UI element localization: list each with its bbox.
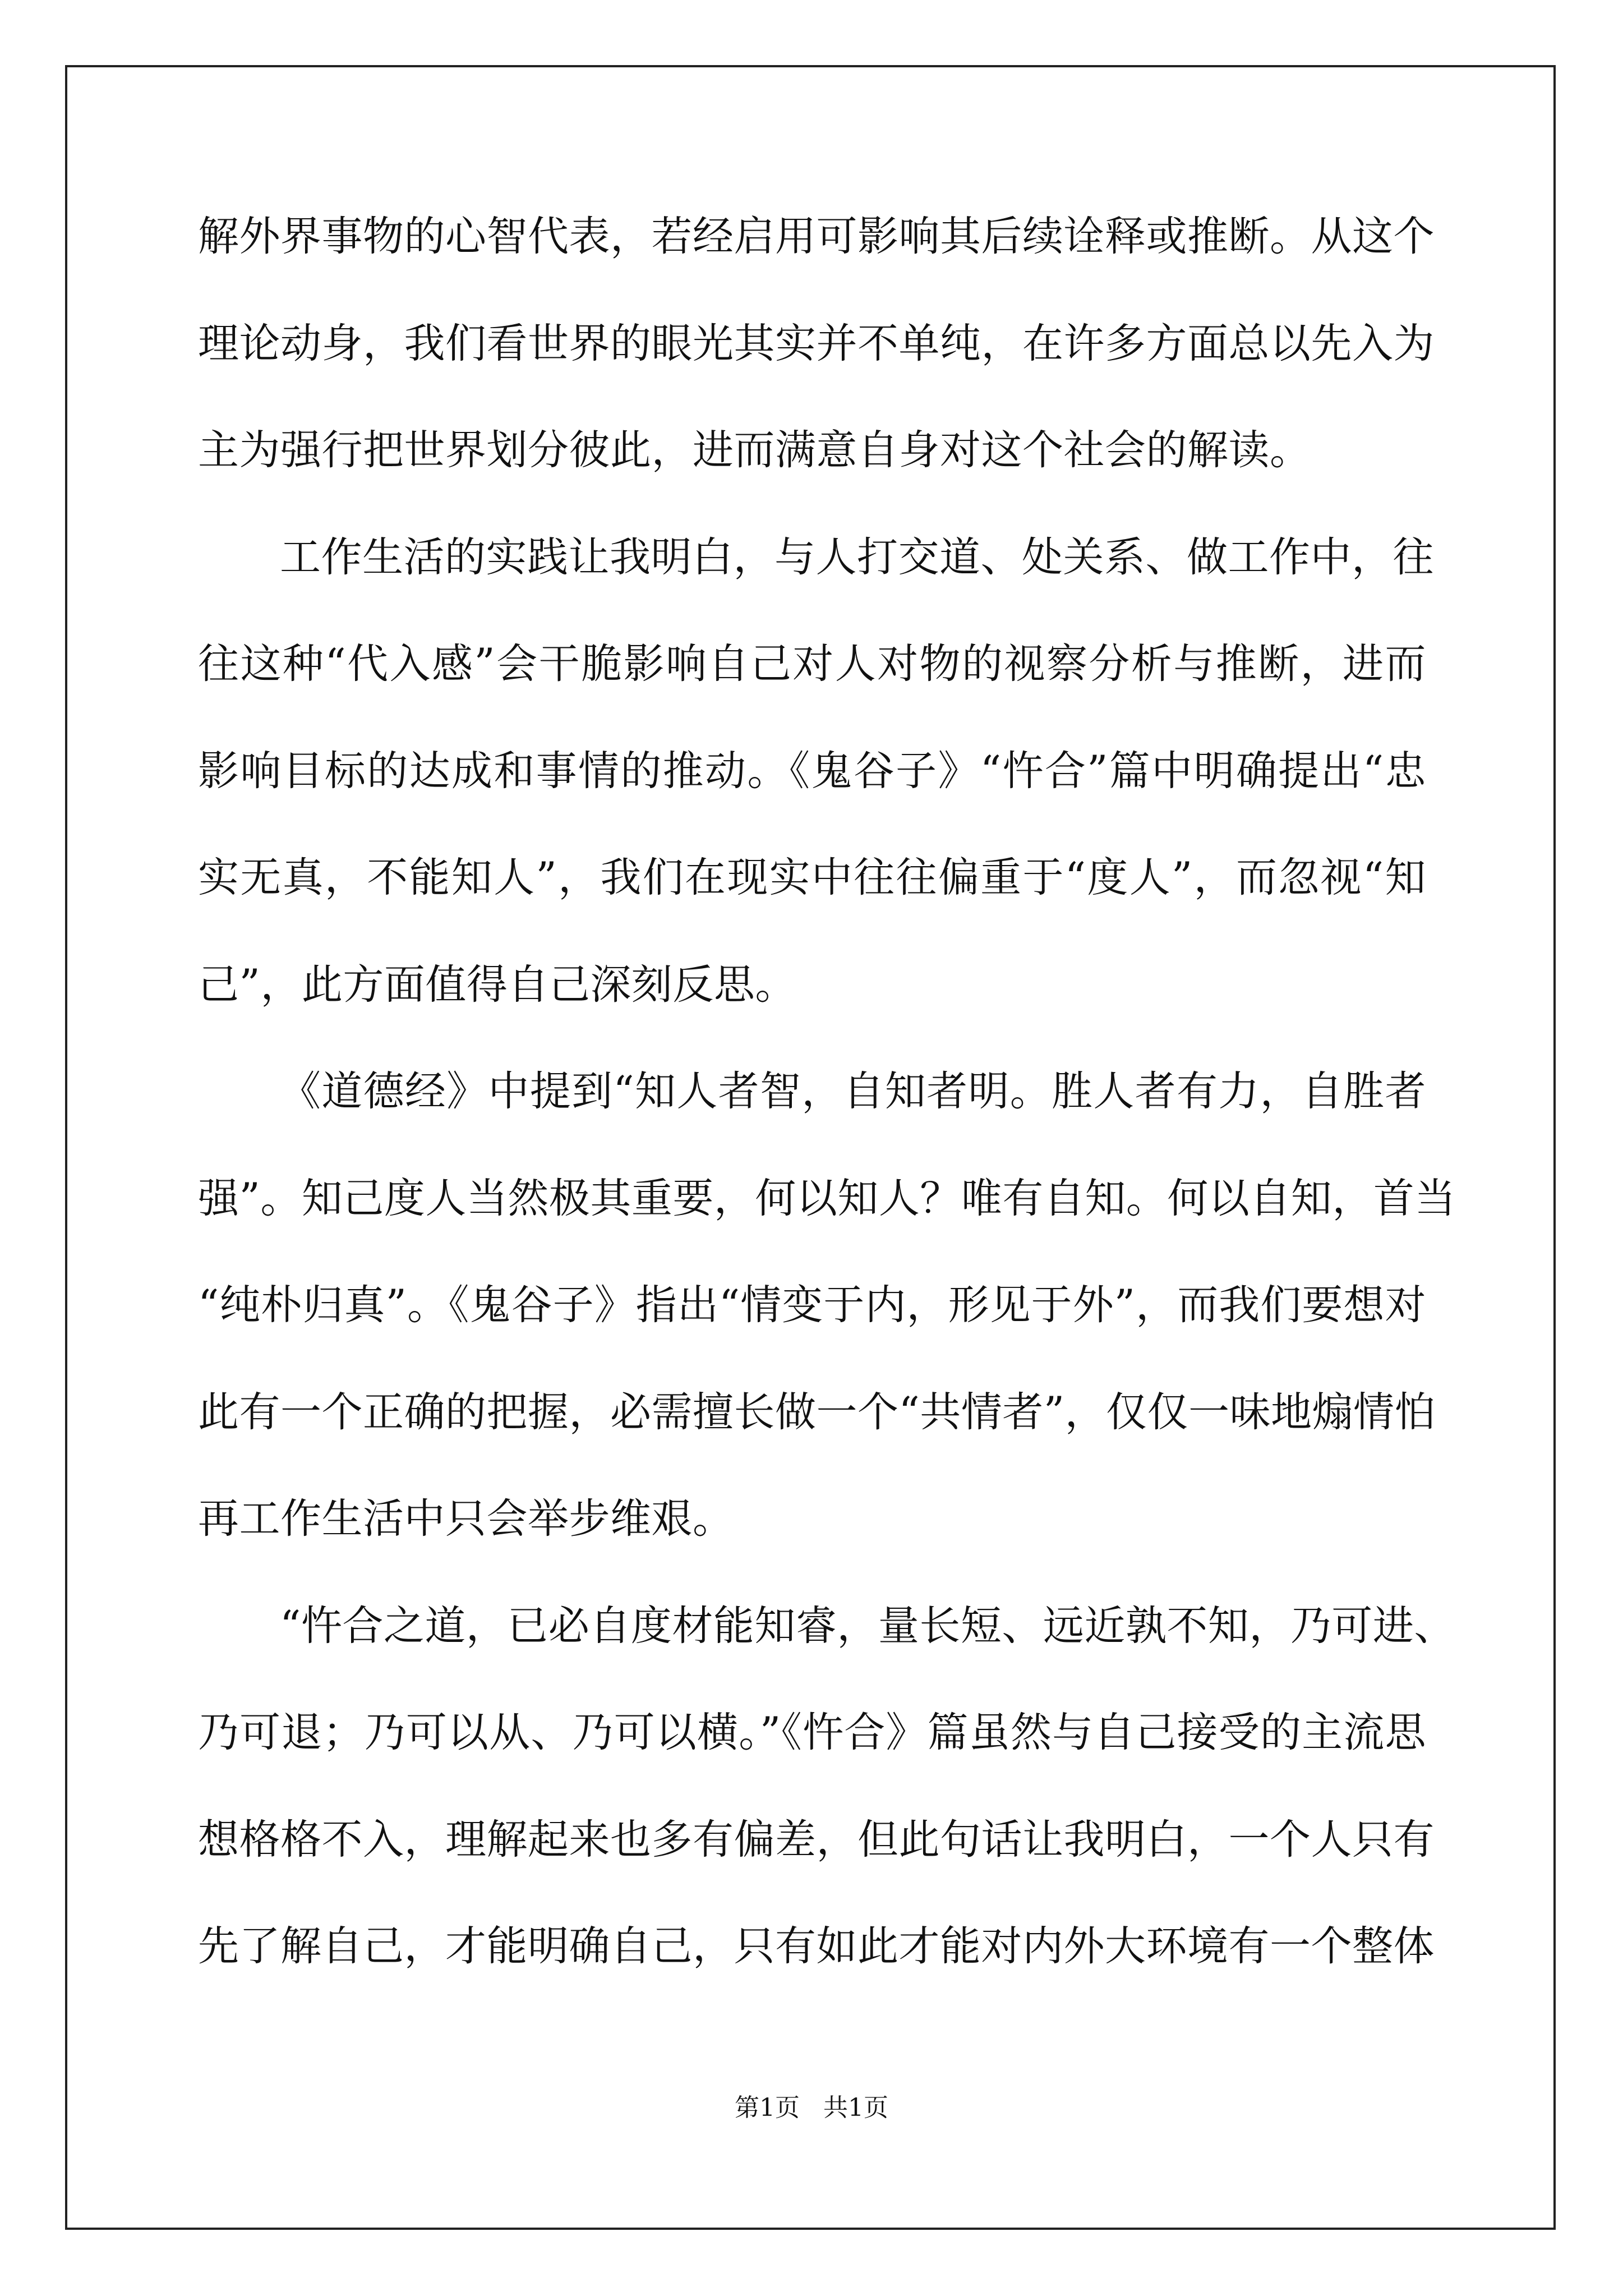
text-line: 此有一个正确的把握，必需擅长做一个“共情者”，仅仅一味地煽情怕 — [198, 1388, 1436, 1436]
document-body — [198, 209, 1456, 2026]
text-line: “纯朴归真”。《鬼谷子》指出“情变于内，形见于外”，而我们要想对 — [198, 1281, 1426, 1329]
text-line: 强”。知己度人当然极其重要，何以知人？唯有自知。何以自知，首当 — [198, 1174, 1456, 1222]
paragraph-first-line: 工作生活的实践让我明白，与人打交道、处关系、做工作中，往 — [280, 533, 1434, 581]
text-line: 想格格不入，理解起来也多有偏差，但此句话让我明白，一个人只有 — [198, 1815, 1435, 1864]
text-line: 主为强行把世界划分彼此，进而满意自身对这个社会的解读。 — [198, 426, 1311, 474]
text-line: 先了解自己，才能明确自己，只有如此才能对内外大环境有一个整体 — [198, 1922, 1435, 1970]
text-line: 往这种“代入感”会干脆影响自己对人对物的视察分析与推断，进而 — [198, 640, 1426, 688]
text-line: 影响目标的达成和事情的推动。《鬼谷子》“忤合”篇中明确提出“忠 — [198, 747, 1426, 795]
text-line: 再工作生活中只会举步维艰。 — [198, 1495, 734, 1543]
page-footer: 第1页 共1页 — [735, 2093, 888, 2122]
text-line: 乃可退；乃可以从、乃可以横。”《忤合》篇虽然与自己接受的主流思 — [198, 1709, 1426, 1756]
text-line: 己”，此方面值得自己深刻反思。 — [198, 960, 796, 1009]
text-line: 解外界事物的心智代表，若经启用可影响其后续诠释或推断。从这个 — [198, 213, 1435, 260]
paragraph-first-line: “忤合之道，已必自度材能知睿，量长短、远近孰不知，乃可进、 — [280, 1602, 1455, 1650]
text-line: 理论动身，我们看世界的眼光其实并不单纯，在许多方面总以先入为 — [198, 319, 1435, 367]
text-line: 实无真，不能知人”，我们在现实中往往偏重于“度人”，而忽视“知 — [198, 854, 1426, 901]
paragraph-first-line: 《道德经》中提到“知人者智，自知者明。胜人者有力，自胜者 — [280, 1068, 1426, 1115]
